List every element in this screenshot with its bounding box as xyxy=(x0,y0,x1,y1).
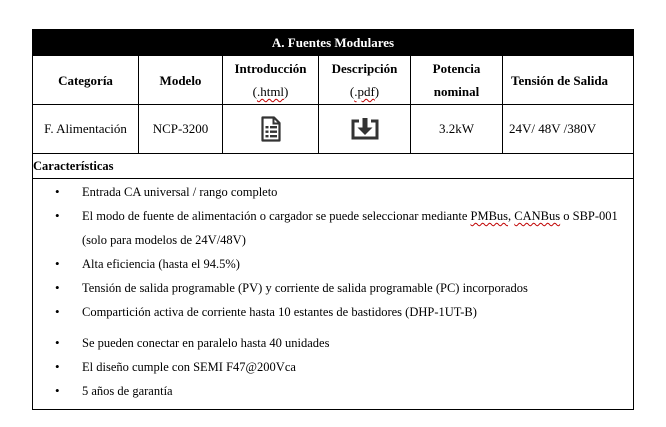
table-row xyxy=(33,105,634,154)
header-introduccion xyxy=(223,56,319,105)
header-descripcion-ext xyxy=(319,80,410,103)
header-introduccion-ext xyxy=(223,80,318,103)
ext-html: .html xyxy=(256,84,285,99)
paren-close: ) xyxy=(284,84,289,99)
header-descripcion-label: Descripción xyxy=(331,61,398,76)
header-potencia xyxy=(411,56,503,105)
header-row xyxy=(33,56,634,105)
product-table xyxy=(32,29,634,410)
header-potencia-line1: Potencia xyxy=(432,61,481,76)
cell-modelo: NCP-3200 xyxy=(139,105,223,154)
features-list xyxy=(33,179,633,403)
list-item: • Se pueden conectar en paralelo hasta 40 unidades xyxy=(33,331,633,355)
list-item: • Alta eficiencia (hasta el 94.5%) xyxy=(33,252,633,276)
document-table-container xyxy=(32,29,632,410)
document-list-icon[interactable] xyxy=(261,116,281,142)
header-modelo: Modelo xyxy=(139,56,223,105)
header-introduccion-label: Introducción xyxy=(234,61,307,76)
section-title: A. Fuentes Modulares xyxy=(33,30,634,56)
header-potencia-line2: nominal xyxy=(433,84,480,99)
features-title-row xyxy=(33,154,634,179)
ext-pdf: .pdf xyxy=(354,84,375,99)
list-item: • El diseño cumple con SEMI F47@200Vca xyxy=(33,355,633,379)
cell-potencia: 3.2kW xyxy=(411,105,503,154)
feature-text: o SBP-001 (solo para modelos de 24V/48V) xyxy=(82,209,618,247)
header-descripcion xyxy=(319,56,411,105)
header-categoria: Categoría xyxy=(33,56,139,105)
feature-text: El modo de fuente de alimentación o cargador se puede seleccionar mediante xyxy=(82,209,471,223)
section-title-row xyxy=(33,30,634,56)
paren-open: ( xyxy=(349,84,355,99)
feature-text-pmbus: PMBus xyxy=(470,209,509,223)
cell-tension: 24V/ 48V /380V xyxy=(503,105,634,154)
features-row xyxy=(33,179,634,410)
list-item: • Entrada CA universal / rango completo xyxy=(33,180,633,204)
features-cell xyxy=(33,179,634,410)
header-tension: Tensión de Salida xyxy=(503,56,634,105)
list-item: • Compartición activa de corriente hasta 10 estantes de bastidores (DHP-1UT-B) xyxy=(33,300,633,324)
list-item: • Tensión de salida programable (PV) y corriente de salida programable (PC) incorporados xyxy=(33,276,633,300)
cell-descripcion xyxy=(319,105,411,154)
list-item: • 5 años de garantía xyxy=(33,379,633,403)
features-title: Características xyxy=(33,154,634,179)
feature-text: , xyxy=(508,209,515,223)
list-item xyxy=(33,204,633,252)
feature-text-canbus: CANBus xyxy=(514,209,561,223)
paren-open: ( xyxy=(252,84,257,99)
cell-categoria: F. Alimentación xyxy=(33,105,139,154)
cell-introduccion xyxy=(223,105,319,154)
paren-close: ) xyxy=(374,84,380,99)
download-icon[interactable] xyxy=(350,117,380,141)
